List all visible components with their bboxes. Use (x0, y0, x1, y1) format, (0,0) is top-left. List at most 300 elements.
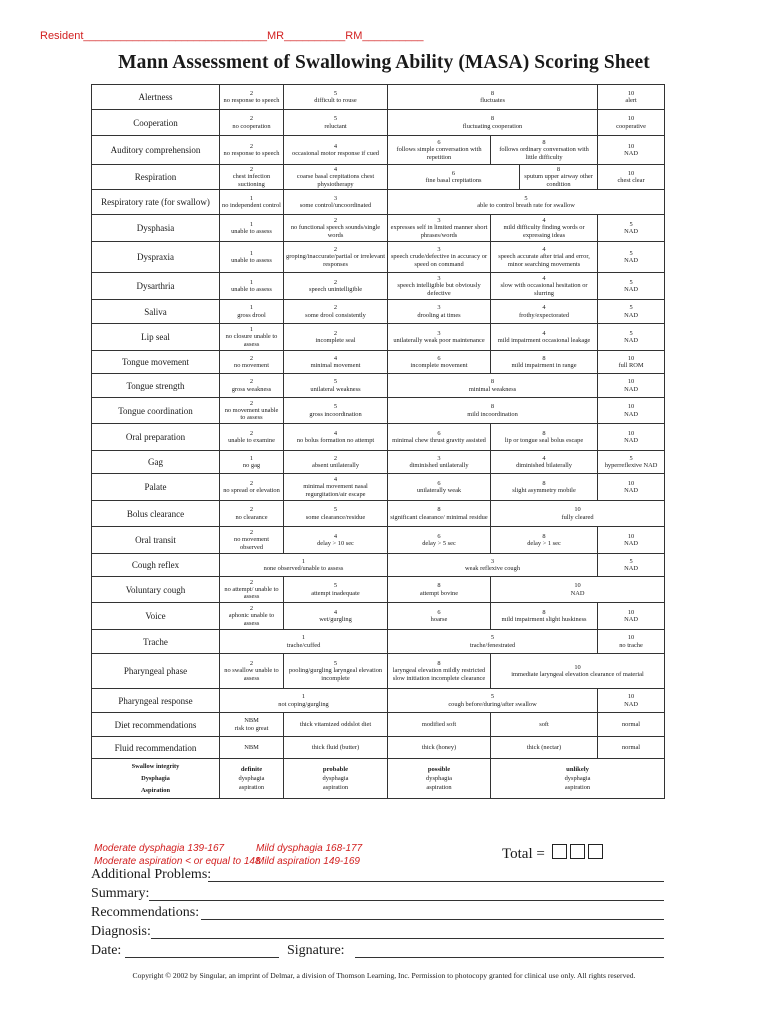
score-option[interactable] (284, 242, 388, 273)
diagnosis-field[interactable] (91, 924, 151, 940)
score-description: mild incoordination (467, 410, 518, 418)
score-option[interactable] (598, 85, 665, 110)
score-option[interactable] (388, 398, 598, 424)
criterion-label: Tongue movement (92, 351, 220, 374)
score-option[interactable] (284, 577, 388, 603)
score-value: 4 (542, 454, 546, 462)
score-option[interactable] (284, 215, 388, 242)
score-option[interactable] (520, 165, 598, 190)
criterion-label: Diet recommendations (92, 713, 220, 737)
score-option[interactable] (284, 424, 388, 451)
criterion-label: Voice (92, 603, 220, 630)
diagnosis-line (151, 938, 664, 939)
additional-problems-field[interactable] (91, 867, 211, 883)
score-description: NAD (624, 616, 638, 623)
score-option[interactable] (284, 527, 388, 554)
score-option[interactable] (220, 689, 388, 713)
summary-field[interactable] (91, 886, 149, 902)
score-description: gross weakness (231, 385, 272, 393)
score-value: 1 (249, 249, 254, 257)
integrity-line: dysphagia (238, 774, 265, 782)
score-value: 8 (490, 89, 495, 97)
score-option[interactable] (220, 351, 284, 374)
score-description: unable to examine (228, 437, 275, 444)
score-option[interactable] (220, 577, 284, 603)
score-option[interactable] (598, 165, 665, 190)
score-option[interactable] (388, 451, 491, 474)
score-description: NAD (570, 589, 585, 597)
score-option[interactable] (220, 324, 284, 351)
score-option[interactable] (388, 424, 491, 451)
score-option[interactable] (491, 273, 598, 300)
score-value: 1 (249, 454, 254, 462)
criterion-label: Respiratory rate (for swallow) (92, 190, 220, 215)
score-description: NAD (624, 487, 638, 494)
score-description: fluctuating cooperation (462, 122, 523, 130)
score-option[interactable] (220, 273, 284, 300)
score-description: absent unilaterally (311, 462, 360, 469)
score-description: speech accurate after trial and error, minor searching movements (498, 253, 590, 268)
score-value: 10 (627, 115, 635, 123)
signature-label: Signature: (287, 943, 345, 958)
integrity-level: probable (322, 765, 349, 773)
score-value: 5 (333, 378, 338, 386)
score-description: laryngeal elevation mildly restricted slow initiation incomplete clearance (392, 667, 486, 682)
score-option[interactable] (598, 424, 665, 451)
score-option[interactable] (220, 374, 284, 398)
score-option[interactable] (388, 85, 598, 110)
score-option[interactable] (598, 713, 665, 737)
integrity-line: aspiration (564, 784, 591, 792)
score-description: delay > 1 sec (527, 540, 561, 547)
rm-field[interactable]: __________ (362, 30, 424, 42)
score-description: NAD (624, 286, 638, 293)
criterion-label: Cough reflex (92, 554, 220, 577)
score-value: 3 (437, 329, 441, 337)
score-option[interactable] (220, 110, 284, 136)
score-option[interactable] (598, 242, 665, 273)
score-option[interactable] (284, 654, 388, 689)
score-description: NAD (624, 337, 638, 344)
score-description: slight asymmetry mobile (512, 487, 576, 494)
score-option[interactable] (220, 451, 284, 474)
additional-problems-label: Additional Problems: (91, 867, 212, 882)
score-row (92, 374, 665, 398)
score-value: 5 (524, 194, 528, 202)
score-description: minimal chew thrust gravity assisted (392, 437, 486, 444)
total-label: Total = (502, 846, 545, 862)
score-option[interactable] (491, 451, 598, 474)
score-value: 3 (437, 217, 441, 225)
score-option[interactable] (388, 654, 491, 689)
score-value: 10 (627, 378, 635, 386)
score-description: trache/fenestrated (469, 641, 516, 649)
score-option[interactable] (284, 374, 388, 398)
score-option[interactable] (220, 474, 284, 501)
score-description: fully cleared (561, 513, 594, 521)
score-description: some clearance/residue (305, 513, 366, 521)
score-option[interactable] (388, 165, 520, 190)
score-option[interactable] (220, 737, 284, 759)
score-value: 2 (249, 605, 254, 613)
score-option[interactable] (388, 242, 491, 273)
score-value: 2 (333, 278, 338, 286)
score-option[interactable] (284, 190, 388, 215)
score-description: NBM (244, 743, 259, 751)
score-option[interactable] (388, 324, 491, 351)
score-value: 1 (249, 304, 254, 312)
score-option[interactable] (598, 273, 665, 300)
score-option[interactable] (220, 300, 284, 324)
score-row (92, 689, 665, 713)
score-option[interactable] (388, 273, 491, 300)
score-value: 4 (542, 246, 546, 254)
score-row (92, 190, 665, 215)
score-option[interactable] (491, 737, 598, 759)
score-option[interactable] (491, 577, 665, 603)
mr-field[interactable]: __________ (284, 30, 346, 42)
score-option[interactable] (491, 501, 665, 527)
score-description: diminished unilaterally (409, 462, 469, 469)
score-option[interactable] (220, 424, 284, 451)
score-option[interactable] (220, 654, 284, 689)
score-description: pooling/gurgling laryngeal elevation incomplete (288, 667, 383, 682)
score-row (92, 136, 665, 165)
score-description: fluctuates (480, 97, 505, 104)
score-value: 2 (249, 166, 254, 174)
diagnosis-label: Diagnosis: (91, 924, 151, 939)
score-option[interactable] (388, 737, 491, 759)
score-description: gross incoordination (309, 410, 362, 418)
score-value: 4 (333, 429, 338, 437)
score-row (92, 630, 665, 654)
criterion-label: Gag (92, 451, 220, 474)
score-description: no bolus formation no attempt (296, 437, 375, 444)
score-option[interactable] (388, 215, 491, 242)
score-option[interactable] (598, 527, 665, 554)
total-digit-box-1[interactable] (552, 844, 567, 859)
score-description: mild difficulty finding words or expressing ideas (503, 224, 585, 239)
total-digit-box-3[interactable] (588, 844, 603, 859)
score-option[interactable] (491, 136, 598, 165)
criterion-label: Trache (92, 630, 220, 654)
score-description: speech crude/defective in accuracy or speed on command (390, 253, 488, 268)
score-option[interactable] (598, 324, 665, 351)
score-value: 3 (333, 194, 338, 202)
score-option[interactable] (284, 713, 388, 737)
score-option[interactable] (388, 501, 491, 527)
score-option[interactable] (598, 136, 665, 165)
score-option[interactable] (491, 424, 598, 451)
score-description: immediate laryngeal elevation clearance of material (511, 671, 644, 678)
score-value: 1 (301, 557, 306, 565)
date-signature-field[interactable] (91, 943, 345, 959)
score-description: no gag (242, 462, 261, 469)
score-description: follows simple conversation with repetition (396, 146, 482, 161)
score-description: slow with occasional hesitation or slurring (500, 282, 588, 297)
score-option[interactable] (220, 85, 284, 110)
score-value: 10 (627, 89, 635, 97)
score-option[interactable] (598, 215, 665, 242)
score-option[interactable] (598, 300, 665, 324)
score-description: no independent control (222, 202, 281, 209)
criterion-label: Respiration (92, 165, 220, 190)
score-interpretation-notes (94, 842, 363, 868)
score-description: hoarse (430, 616, 448, 623)
score-option[interactable] (491, 300, 598, 324)
integrity-criterion-label: Swallow integrity (131, 762, 180, 770)
score-option[interactable] (388, 527, 491, 554)
criterion-label: Pharyngeal response (92, 689, 220, 713)
date-label: Date: (91, 943, 122, 958)
score-value: 6 (437, 354, 441, 362)
score-description: weak reflexive cough (465, 565, 521, 572)
score-option[interactable] (388, 110, 598, 136)
score-option[interactable] (220, 501, 284, 527)
score-option[interactable] (491, 654, 665, 689)
score-option[interactable] (491, 603, 598, 630)
recommendations-label: Recommendations: (91, 905, 200, 920)
integrity-option[interactable] (220, 759, 284, 799)
score-option[interactable] (220, 398, 284, 424)
score-option[interactable] (284, 273, 388, 300)
score-value: 3 (490, 557, 495, 565)
score-description: no response to speech (223, 97, 280, 104)
score-description: modified soft (421, 720, 457, 728)
integrity-line: aspiration (426, 784, 452, 792)
score-row (92, 110, 665, 136)
score-option[interactable] (284, 110, 388, 136)
score-row (92, 501, 665, 527)
score-option[interactable] (491, 324, 598, 351)
score-option[interactable] (491, 474, 598, 501)
score-option[interactable] (284, 501, 388, 527)
score-value: 6 (437, 532, 441, 540)
score-description: lip or tongue seal bolus escape (504, 437, 584, 444)
resident-label: Resident (40, 30, 84, 42)
score-option[interactable] (598, 351, 665, 374)
score-option[interactable] (491, 242, 598, 273)
mild-dysphagia-note: Mild dysphagia 168-177 (256, 843, 363, 854)
score-option[interactable] (284, 85, 388, 110)
score-option[interactable] (388, 554, 598, 577)
score-value: 1 (301, 634, 306, 642)
score-option[interactable] (388, 603, 491, 630)
score-value: 8 (556, 166, 561, 174)
integrity-criterion-label: Aspiration (140, 786, 171, 794)
score-option[interactable] (220, 190, 284, 215)
score-option[interactable] (220, 136, 284, 165)
score-option[interactable] (220, 713, 284, 737)
score-value: 1 (249, 326, 254, 334)
mild-aspiration-note: Mild aspiration 149-169 (256, 856, 360, 867)
score-option[interactable] (598, 474, 665, 501)
score-value: 5 (629, 278, 633, 286)
integrity-option[interactable] (491, 759, 665, 799)
score-option[interactable] (598, 554, 665, 577)
score-description: unable to assess (231, 286, 272, 293)
recommendations-line (201, 919, 664, 920)
criterion-label: Dysphasia (92, 215, 220, 242)
score-option[interactable] (388, 190, 665, 215)
score-description: some control/uncoordinated (299, 202, 372, 209)
score-value: 5 (490, 634, 495, 642)
score-value: 5 (490, 693, 495, 701)
score-value: 8 (490, 403, 495, 411)
score-option[interactable] (284, 324, 388, 351)
score-description: not coping/gurgling (278, 700, 329, 708)
summary-label: Summary: (91, 886, 150, 901)
score-option[interactable] (491, 215, 598, 242)
score-option[interactable] (220, 527, 284, 554)
score-description: wet/gurgling (319, 616, 352, 623)
score-value: 5 (333, 582, 338, 590)
integrity-line: dysphagia (564, 774, 591, 782)
score-option[interactable] (284, 451, 388, 474)
score-value: 8 (542, 608, 546, 616)
score-row (92, 165, 665, 190)
additional-problems-line (208, 881, 664, 882)
score-value: 10 (627, 169, 635, 177)
score-option[interactable] (284, 300, 388, 324)
score-value: 8 (542, 532, 546, 540)
score-row (92, 424, 665, 451)
score-row (92, 737, 665, 759)
score-description: mild impairment occasional leakage (497, 337, 591, 344)
score-value: 5 (333, 660, 338, 668)
resident-field[interactable]: ______________________________ (83, 30, 267, 42)
score-option[interactable] (284, 165, 388, 190)
score-value: 3 (437, 454, 441, 462)
score-description: no cooperation (232, 122, 271, 130)
score-option[interactable] (598, 689, 665, 713)
score-value: 10 (627, 479, 635, 487)
score-value: 5 (629, 329, 633, 337)
score-option[interactable] (220, 215, 284, 242)
integrity-option[interactable] (284, 759, 388, 799)
score-option[interactable] (491, 713, 598, 737)
score-row (92, 554, 665, 577)
integrity-level: definite (240, 765, 263, 773)
score-option[interactable] (388, 577, 491, 603)
score-option[interactable] (220, 630, 388, 654)
score-option[interactable] (284, 603, 388, 630)
score-description: risk too great (234, 724, 269, 732)
score-description: NAD (624, 228, 638, 235)
score-description: minimal weakness (468, 385, 517, 393)
score-value: 5 (333, 506, 338, 514)
score-description: thick (honey) (421, 743, 457, 751)
score-value: 8 (542, 139, 546, 147)
score-option[interactable] (284, 351, 388, 374)
score-value: 10 (627, 429, 635, 437)
score-row (92, 85, 665, 110)
score-option[interactable] (491, 351, 598, 374)
score-value: 5 (629, 454, 633, 462)
score-option[interactable] (598, 603, 665, 630)
score-option[interactable] (388, 713, 491, 737)
score-option[interactable] (598, 110, 665, 136)
score-description: occasional motor response if cued (292, 150, 379, 157)
signature-line (355, 957, 664, 958)
score-value: 4 (542, 217, 546, 225)
score-option[interactable] (284, 737, 388, 759)
score-option[interactable] (598, 737, 665, 759)
score-description: expresses self in limited manner short phrases/words (390, 224, 488, 239)
score-description: full ROM (618, 362, 644, 369)
score-option[interactable] (388, 474, 491, 501)
score-option[interactable] (388, 136, 491, 165)
score-description: coarse basal crepitations chest physiotherapy (296, 173, 375, 188)
integrity-option[interactable] (388, 759, 491, 799)
score-description: minimal movement (310, 362, 361, 369)
score-option[interactable] (388, 300, 491, 324)
score-value: 2 (333, 246, 338, 254)
score-value: 6 (437, 479, 441, 487)
score-value: 5 (333, 403, 338, 411)
score-option[interactable] (598, 451, 665, 474)
score-description: NAD (624, 540, 638, 547)
score-description: sputum upper airway other condition (524, 173, 593, 188)
score-value: 4 (333, 166, 338, 174)
score-row (92, 713, 665, 737)
score-value: 2 (249, 429, 254, 437)
total-digit-box-2[interactable] (570, 844, 585, 859)
score-value: 5 (333, 115, 338, 123)
criterion-label: Tongue coordination (92, 398, 220, 424)
score-option[interactable] (491, 527, 598, 554)
score-value: 10 (574, 663, 581, 671)
score-option[interactable] (598, 398, 665, 424)
score-option[interactable] (220, 165, 284, 190)
score-value: 8 (437, 660, 441, 668)
score-description: no movement unable to assess (224, 406, 279, 422)
score-option[interactable] (388, 374, 598, 398)
copyright-notice: Copyright © 2002 by Singular, an imprint of Delmar, a division of Thomson Learning, Inc. Permission to photocopy granted for clinical use only. All rights reserved. (132, 971, 636, 980)
score-option[interactable] (598, 374, 665, 398)
score-value: 4 (542, 329, 546, 337)
score-description: no closure unable to assess (225, 333, 278, 348)
score-description: minimal movement nasal regurgitation/air escape (303, 483, 368, 498)
score-option[interactable] (284, 398, 388, 424)
score-option[interactable] (220, 554, 388, 577)
total-score (502, 844, 603, 863)
score-description: fine basal crepitations (425, 177, 482, 184)
score-description: some drool consistently (305, 311, 366, 319)
score-option[interactable] (598, 630, 665, 654)
score-option[interactable] (388, 351, 491, 374)
score-option[interactable] (220, 603, 284, 630)
criterion-label: Pharyngeal phase (92, 654, 220, 689)
score-option[interactable] (388, 630, 598, 654)
score-value: 8 (490, 378, 495, 386)
score-option[interactable] (284, 474, 388, 501)
score-value: 10 (627, 634, 635, 642)
recommendations-field[interactable] (91, 905, 199, 921)
score-value: 1 (301, 693, 306, 701)
score-option[interactable] (284, 136, 388, 165)
score-description: drooling at times (417, 311, 461, 319)
score-row (92, 398, 665, 424)
score-description: gross drool (237, 311, 266, 319)
score-option[interactable] (388, 689, 598, 713)
score-option[interactable] (220, 242, 284, 273)
masa-scoring-table (91, 84, 665, 799)
criterion-label: Alertness (92, 85, 220, 110)
score-description: no spread or elevation (223, 487, 280, 494)
score-value: 4 (333, 354, 338, 362)
score-description: normal (621, 743, 641, 751)
